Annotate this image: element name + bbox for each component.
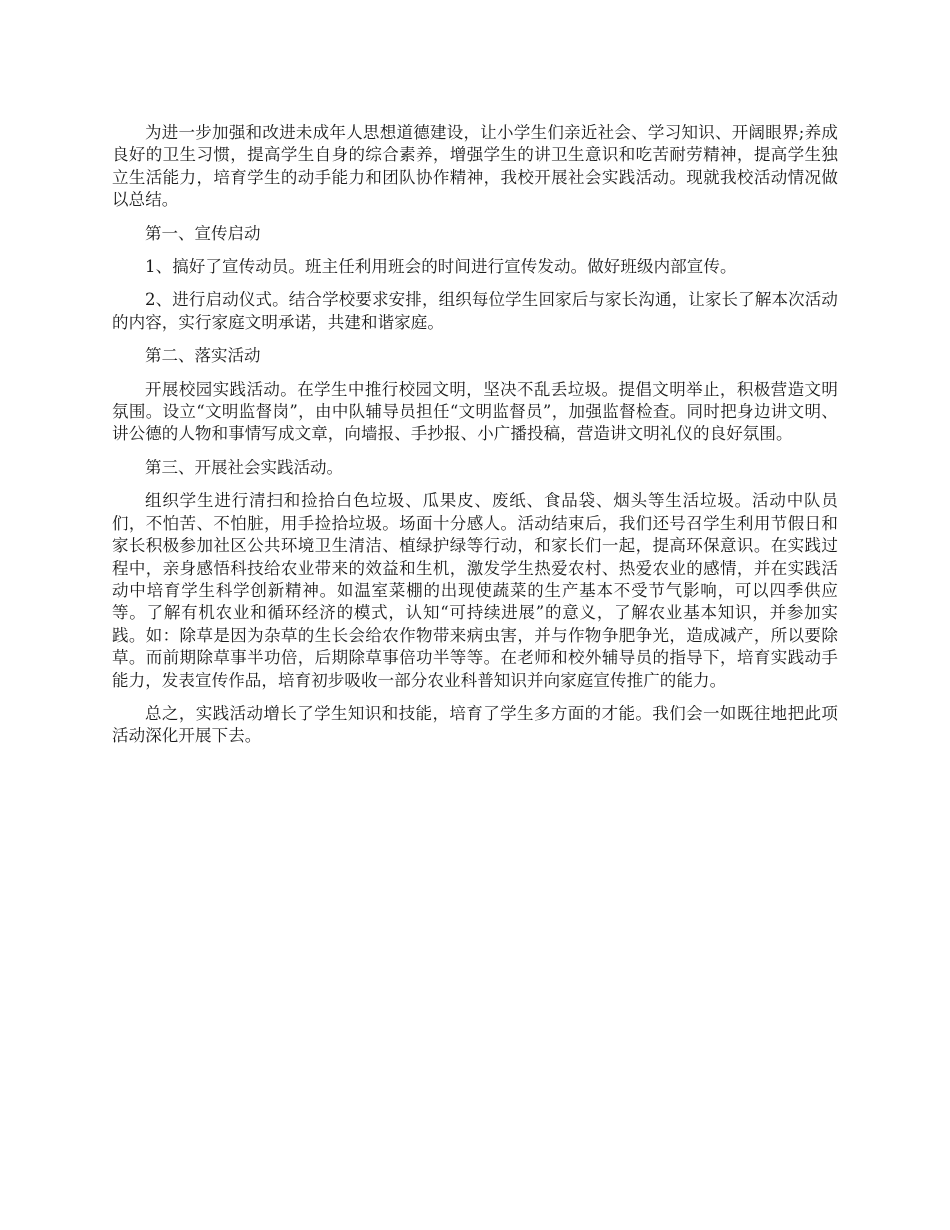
section-heading-3: 第三、开展社会实践活动。 [145, 457, 343, 477]
body-paragraph: 开展校园实践活动。在学生中推行校园文明，坚决不乱丢垃圾。提倡文明举止，积极营造文明氛围。设立“文明监督岗”，由中队辅导员担任“文明监督员”，加强监督检查。同时把身边讲文明、讲公德的人物和事情写成文章，向墙报、手抄报、小广播投稿，营造讲文明礼仪的良好氛围。 [112, 379, 838, 444]
conclusion-paragraph: 总之，实践活动增长了学生知识和技能，培育了学生多方面的才能。我们会一如既往地把此项活动深化开展下去。 [112, 703, 838, 746]
body-paragraph: 组织学生进行清扫和捡拾白色垃圾、瓜果皮、废纸、食品袋、烟头等生活垃圾。活动中队员们，不怕苦、不怕脏，用手捡拾垃圾。场面十分感人。活动结束后，我们还号召学生利用节假日和家长积极参加社区公共环境卫生清洁、植绿护绿等行动，和家长们一起，提高环保意识。在实践过程中，亲身感悟科技给农业带来的效益和生机，激发学生热爱农村、热爱农业的感情，并在实践活动中培育学生科学创新精神。如温室菜棚的出现使蔬菜的生产基本不受节气影响，可以四季供应等。了解有机农业和循环经济的模式，认知“可持续进展”的意义，了解农业基本知识，并参加实践。如：除草是因为杂草的生长会给农作物带来病虫害，并与作物争肥争光，造成减产，所以要除草。而前期除草事半功倍，后期除草事倍功半等等。在老师和校外辅导员的指导下，培育实践动手能力，发表宣传作品，培育初步吸收一部分农业科普知识并向家庭宣传推广的能力。 [112, 491, 838, 690]
intro-paragraph: 为进一步加强和改进未成年人思想道德建设，让小学生们亲近社会、学习知识、开阔眼界;养成良好的卫生习惯，提高学生自身的综合素养，增强学生的讲卫生意识和吃苦耐劳精神，提高学生独立生活能力，培育学生的动手能力和团队协作精神，我校开展社会实践活动。现就我校活动情况做以总结。 [112, 123, 838, 210]
section-heading-1: 第一、宣传启动 [145, 223, 261, 243]
body-paragraph: 1、搞好了宣传动员。班主任利用班会的时间进行宣传发动。做好班级内部宣传。 [145, 257, 737, 277]
document-page [112, 122, 838, 759]
section-heading-2: 第二、落实活动 [145, 346, 261, 366]
body-paragraph: 2、进行启动仪式。结合学校要求安排，组织每位学生回家后与家长沟通，让家长了解本次活动的内容，实行家庭文明承诺，共建和谐家庭。 [112, 290, 838, 332]
